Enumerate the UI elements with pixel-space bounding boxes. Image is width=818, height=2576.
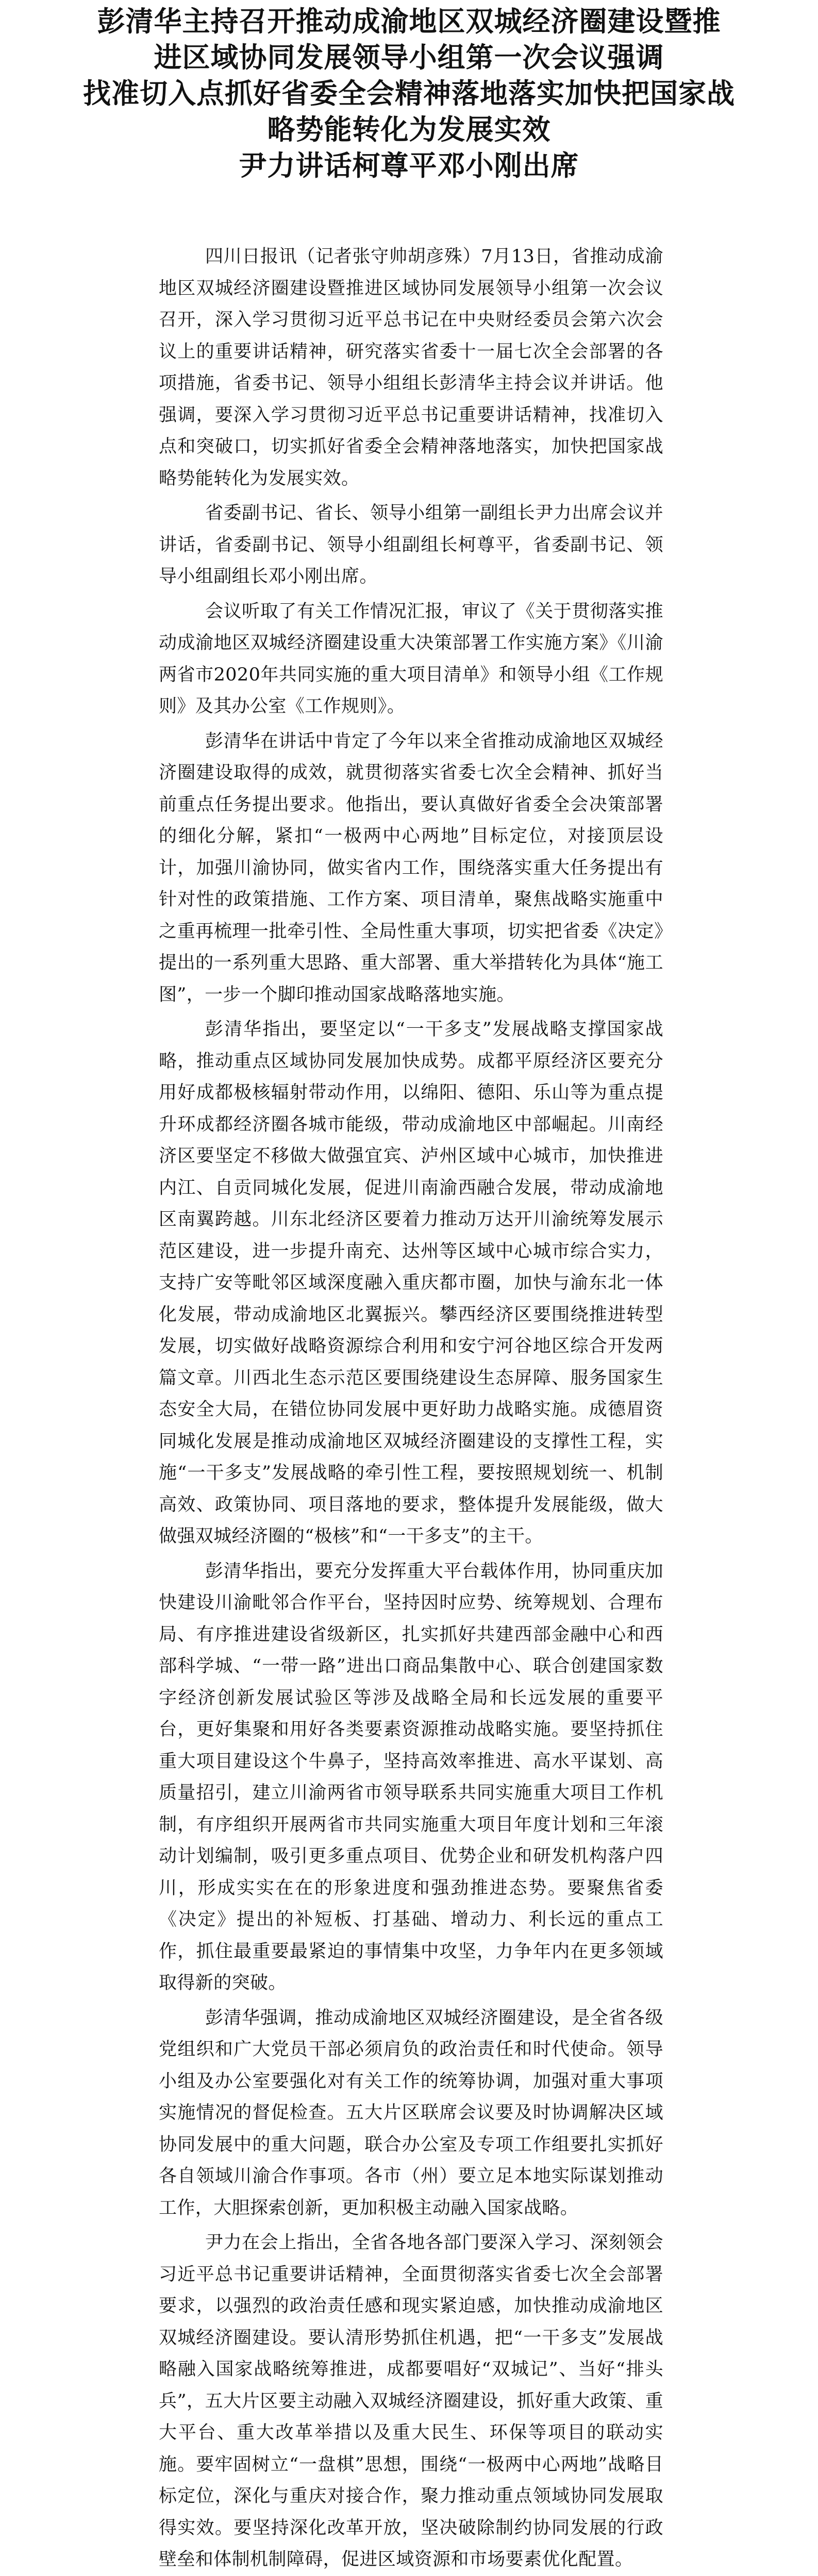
paragraph: 彭清华指出，要坚定以“一干多支”发展战略支撑国家战略，推动重点区域协同发展加快成势。成都平原经济区要充分用好成都极核辐射带动作用，以绵阳、德阳、乐山等为重点提升环成都经济圈各城市能级，带动成渝地区中部崛起。川南经济区要坚定不移做大做强宜宾、泸州区域中心城市，加快推进内江、自贡同城化发展，促进川南渝西融合发展，带动成渝地区南翼跨越。川东北经济区要着力推动万达开川渝统筹发展示范区建设，进一步提升南充、达州等区域中心城市综合实力，支持广安等毗邻区域深度融入重庆都市圈，加快与渝东北一体化发展，带动成渝地区北翼振兴。攀西经济区要围绕推进转型发展，切实做好战略资源综合利用和安宁河谷地区综合开发两篇文章。川西北生态示范区要围绕建设生态屏障、服务国家生态安全大局，在错位协同发展中更好助力战略实施。成德眉资同城化发展是推动成渝地区双城经济圈建设的支撑性工程，实施“一干多支”发展战略的牵引性工程，要按照规划统一、机制高效、政策协同、项目落地的要求，整体提升发展能级，做大做强双城经济圈的“极核”和“一干多支”的主干。: [159, 1019, 663, 1547]
paragraph: 会议听取了有关工作情况汇报，审议了《关于贯彻落实推动成渝地区双城经济圈建设重大决策部署工作实施方案》《川渝两省市2020年共同实施的重大项目清单》和领导小组《工作规则》及其办公室《工作规则》。: [159, 601, 663, 717]
paragraph: 彭清华指出，要充分发挥重大平台载体作用，协同重庆加快建设川渝毗邻合作平台，坚持因时应势、统筹规划、合理布局、有序推进建设省级新区，扎实抓好共建西部金融中心和西部科学城、“一带一路”进出口商品集散中心、联合创建国家数字经济创新发展试验区等涉及战略全局和长远发展的重要平台，更好集聚和用好各类要素资源推动战略实施。要坚持抓住重大项目建设这个牛鼻子，坚持高效率推进、高水平谋划、高质量招引，建立川渝两省市领导联系共同实施重大项目工作机制，有序组织开展两省市共同实施重大项目年度计划和三年滚动计划编制，吸引更多重点项目、优势企业和研发机构落户四川，形成实实在在的形象进度和强劲推进态势。要聚焦省委《决定》提出的补短板、打基础、增动力、利长远的重点工作，抓住最重要最紧迫的事情集中攻坚，力争年内在更多领域取得新的突破。: [159, 1561, 663, 1993]
paragraph: 彭清华强调，推动成渝地区双城经济圈建设，是全省各级党组织和广大党员干部必须肩负的政治责任和时代使命。领导小组及办公室要强化对有关工作的统筹协调，加强对重大事项实施情况的督促检查。五大片区联席会议要及时协调解决区域协同发展中的重大问题，联合办公室及专项工作组要扎实抓好各自领域川渝合作事项。各市（州）要立足本地实际谋划推动工作，大胆探索创新，更加积极主动融入国家战略。: [159, 2007, 663, 2218]
headline-line-2: 进区域协同发展领导小组第一次会议强调: [154, 41, 664, 74]
paragraph: 四川日报讯（记者张守帅胡彦殊）7月13日，省推动成渝地区双城经济圈建设暨推进区域协同发展领导小组第一次会议召开，深入学习贯彻习近平总书记在中央财经委员会第六次会议上的重要讲话精神，研究落实省委十一届七次全会部署的各项措施，省委书记、领导小组组长彭清华主持会议并讲话。他强调，要深入学习贯彻习近平总书记重要讲话精神，找准切入点和突破口，切实抓好省委全会精神落地落实，加快把国家战略势能转化为发展实效。: [159, 246, 663, 489]
paragraph: 尹力在会上指出，全省各地各部门要深入学习、深刻领会习近平总书记重要讲话精神，全面贯彻落实省委七次全会部署要求，以强烈的政治责任感和现实紧迫感，加快推动成渝地区双城经济圈建设。要认清形势抓住机遇，把“一干多支”发展战略融入国家战略统筹推进，成都要唱好“双城记”、当好“排头兵”，五大片区要主动融入双城经济圈建设，抓好重大政策、重大平台、重大改革举措以及重大民生、环保等项目的联动实施。要牢固树立“一盘棋”思想，围绕“一极两中心两地”战略目标定位，深化与重庆对接合作，聚力推动重点领域协同发展取得实效。要坚持深化改革开放，坚决破除制约协同发展的行政壁垒和体制机制障碍，促进区域资源和市场要素优化配置。: [159, 2232, 663, 2570]
headline-line-3: 找准切入点抓好省委全会精神落地落实加快把国家战: [83, 77, 735, 110]
article-body: [21, 241, 797, 2576]
paragraph: 省委副书记、省长、领导小组第一副组长尹力出席会议并讲话，省委副书记、领导小组副组长柯尊平，省委副书记、领导小组副组长邓小刚出席。: [159, 503, 663, 587]
headline-subtitle: 尹力讲话柯尊平邓小刚出席: [239, 149, 579, 182]
headline: [21, 0, 797, 183]
headline-line-4: 略势能转化为发展实效: [267, 113, 551, 146]
headline-line-1: 彭清华主持召开推动成渝地区双城经济圈建设暨推: [97, 5, 721, 38]
paragraph: 彭清华在讲话中肯定了今年以来全省推动成渝地区双城经济圈建设取得的成效，就贯彻落实省委七次全会精神、抓好当前重点任务提出要求。他指出，要认真做好省委全会决策部署的细化分解，紧扣“一极两中心两地”目标定位，对接顶层设计，加强川渝协同，做实省内工作，围绕落实重大任务提出有针对性的政策措施、工作方案、项目清单，聚焦战略实施重中之重再梳理一批牵引性、全局性重大事项，切实把省委《决定》提出的一系列重大思路、重大部署、重大举措转化为具体“施工图”，一步一个脚印推动国家战略落地实施。: [159, 731, 663, 1005]
